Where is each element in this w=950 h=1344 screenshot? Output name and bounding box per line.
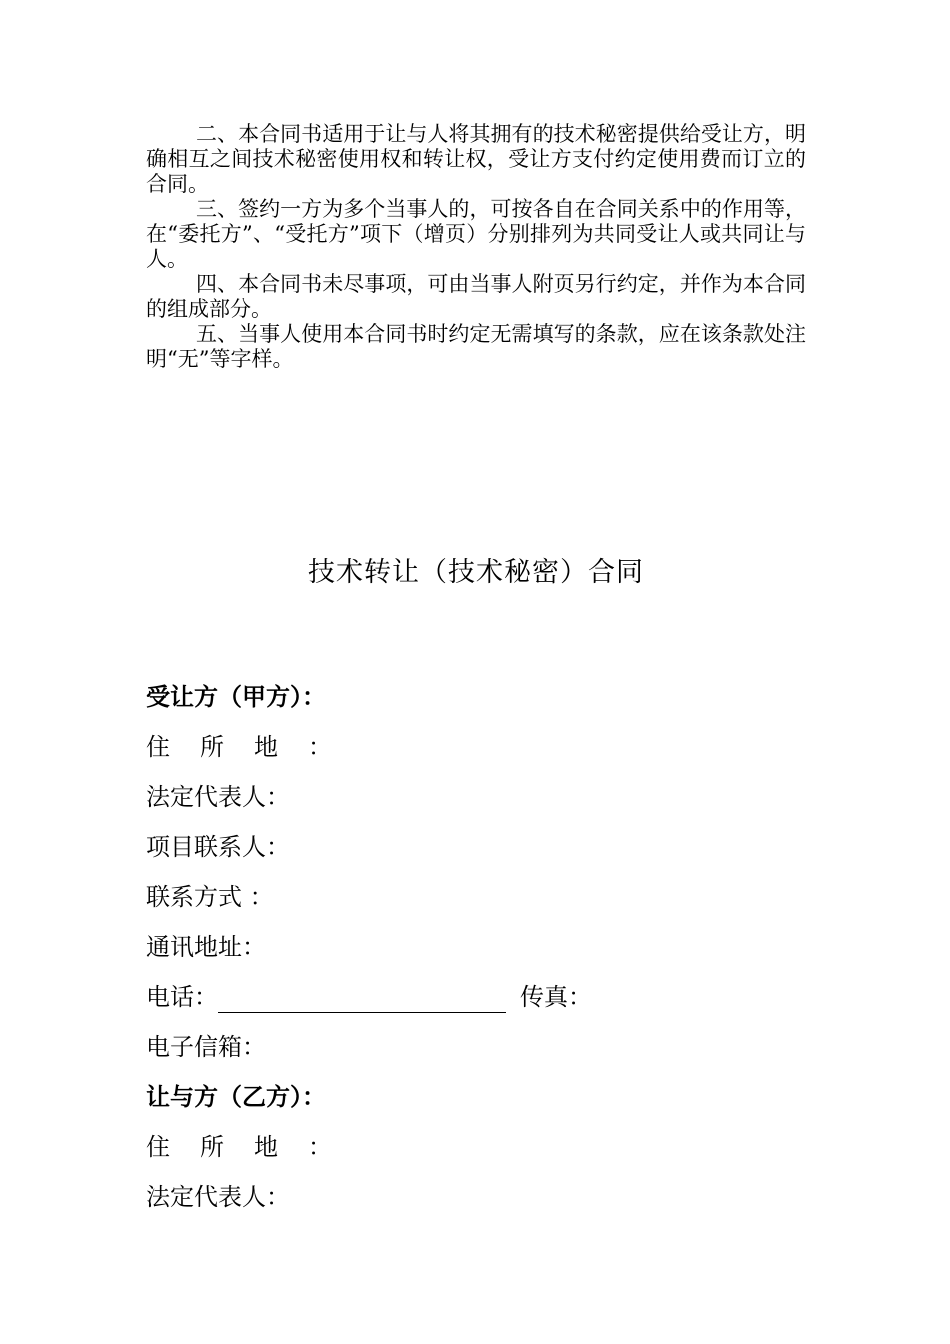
party-a-fax-label: 传真： <box>520 983 592 1011</box>
instruction-item-4: 四、本合同书未尽事项，可由当事人附页另行约定，并作为本合同的组成部分。 <box>146 272 806 321</box>
party-a-address-label: 住所地 <box>146 733 308 761</box>
party-fields <box>146 672 806 1222</box>
party-a-phone-fax-field <box>146 972 806 1022</box>
party-a-address-colon: ： <box>308 733 332 761</box>
party-a-mailing-address-field: 通讯地址： <box>146 933 266 961</box>
party-a-email-field: 电子信箱： <box>146 1033 266 1061</box>
party-a-heading: 受让方（甲方）： <box>146 683 326 711</box>
party-b-heading: 让与方（乙方）： <box>146 1083 326 1111</box>
party-a-contact-person-field: 项目联系人： <box>146 833 290 861</box>
party-b-address-field <box>146 1122 806 1172</box>
party-a-contact-method-field: 联系方式 ： <box>146 883 274 911</box>
party-a-legal-rep-field: 法定代表人： <box>146 783 290 811</box>
instruction-item-2: 二、本合同书适用于让与人将其拥有的技术秘密提供给受让方，明确相互之间技术秘密使用权和转让权，受让方支付约定使用费而订立的合同。 <box>146 122 806 196</box>
party-b-address-label: 住所地 <box>146 1133 308 1161</box>
instruction-item-3: 三、签约一方为多个当事人的，可按各自在合同关系中的作用等，在“委托方”、“受托方”项下（增页）分别排列为共同受让人或共同让与人。 <box>146 197 806 271</box>
party-b-legal-rep-field: 法定代表人： <box>146 1183 290 1211</box>
instruction-item-5: 五、当事人使用本合同书时约定无需填写的条款，应在该条款处注明“无”等字样。 <box>146 322 806 371</box>
party-b-address-colon: ： <box>308 1133 332 1161</box>
contract-title: 技术转让（技术秘密）合同 <box>308 557 644 588</box>
instructions-section <box>146 122 806 372</box>
party-a-address-field <box>146 722 806 772</box>
phone-blank-line <box>218 978 506 1013</box>
party-a-phone-label: 电话： <box>146 983 218 1011</box>
